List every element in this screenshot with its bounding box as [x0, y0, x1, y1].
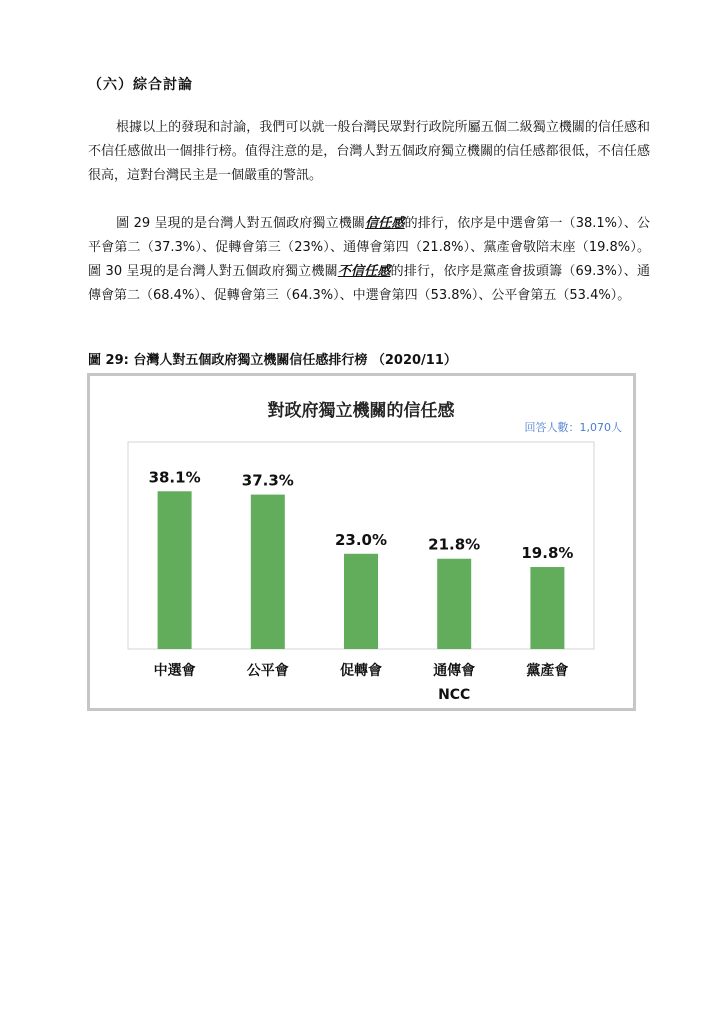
category-label-1: 中選會 [153, 663, 196, 679]
bar-3 [344, 554, 378, 649]
value-label-2: 37.3% [241, 471, 294, 490]
value-label-3: 23.0% [334, 530, 388, 549]
paragraph-ranking-part1: 圖 29 呈現的是台灣人對五個政府獨立機關 [116, 216, 366, 231]
chart-subtitle: 回答人數：1,070人 [524, 421, 622, 434]
emphasis-trust: 信任感 [365, 216, 405, 231]
paragraph-summary-text: 根據以上的發現和討論，我們可以就一般台灣民眾對行政院所屬五個二級獨立機關的信任感和不信任感做出一個排行榜。值得注意的是，台灣人對五個政府獨立機關的信任感都很低，不信任感很高，這對台灣民主是一個嚴重的警訊。 [88, 120, 650, 183]
paragraph-ranking-part2: 的排行，依序是中選會第一（38.1%）、公平會第二（37.3%）、促轉會第三（23%）、通傳會第四（21.8%）、黨產會敬陪末座（19.8%）。圖 30 呈現的是台灣人對五個政府獨立機關 [88, 216, 650, 279]
category-label-4: 通傳會 [433, 663, 476, 679]
bar-2 [251, 495, 285, 649]
value-label-1: 38.1% [148, 468, 201, 487]
category-label-2: 公平會 [246, 663, 289, 679]
paragraph-ranking [88, 212, 650, 308]
paragraph-ranking-part3: 的排行，依序是黨產會拔頭籌（69.3%）、通傳會第二（68.4%）、促轉會第三（64.3%）、中選會第四（53.8%）、公平會第五（53.4%）。 [88, 264, 650, 303]
trust-chart-svg [90, 376, 633, 708]
section-heading: （六）綜合討論 [88, 77, 193, 93]
figure-caption: 圖 29: 台灣人對五個政府獨立機關信任感排行榜 （2020/11） [88, 353, 457, 368]
emphasis-distrust: 不信任感 [337, 264, 391, 279]
category-sublabel-4: NCC [438, 687, 471, 703]
category-label-5: 黨產會 [526, 663, 569, 679]
bar-1 [158, 491, 192, 649]
bar-5 [530, 567, 564, 649]
category-label-3: 促轉會 [340, 663, 382, 679]
value-label-5: 19.8% [521, 544, 574, 563]
paragraph-summary [88, 116, 650, 188]
bar-4 [437, 559, 471, 649]
chart-title: 對政府獨立機關的信任感 [267, 401, 455, 421]
value-label-4: 21.8% [428, 535, 481, 554]
trust-chart [87, 373, 636, 711]
